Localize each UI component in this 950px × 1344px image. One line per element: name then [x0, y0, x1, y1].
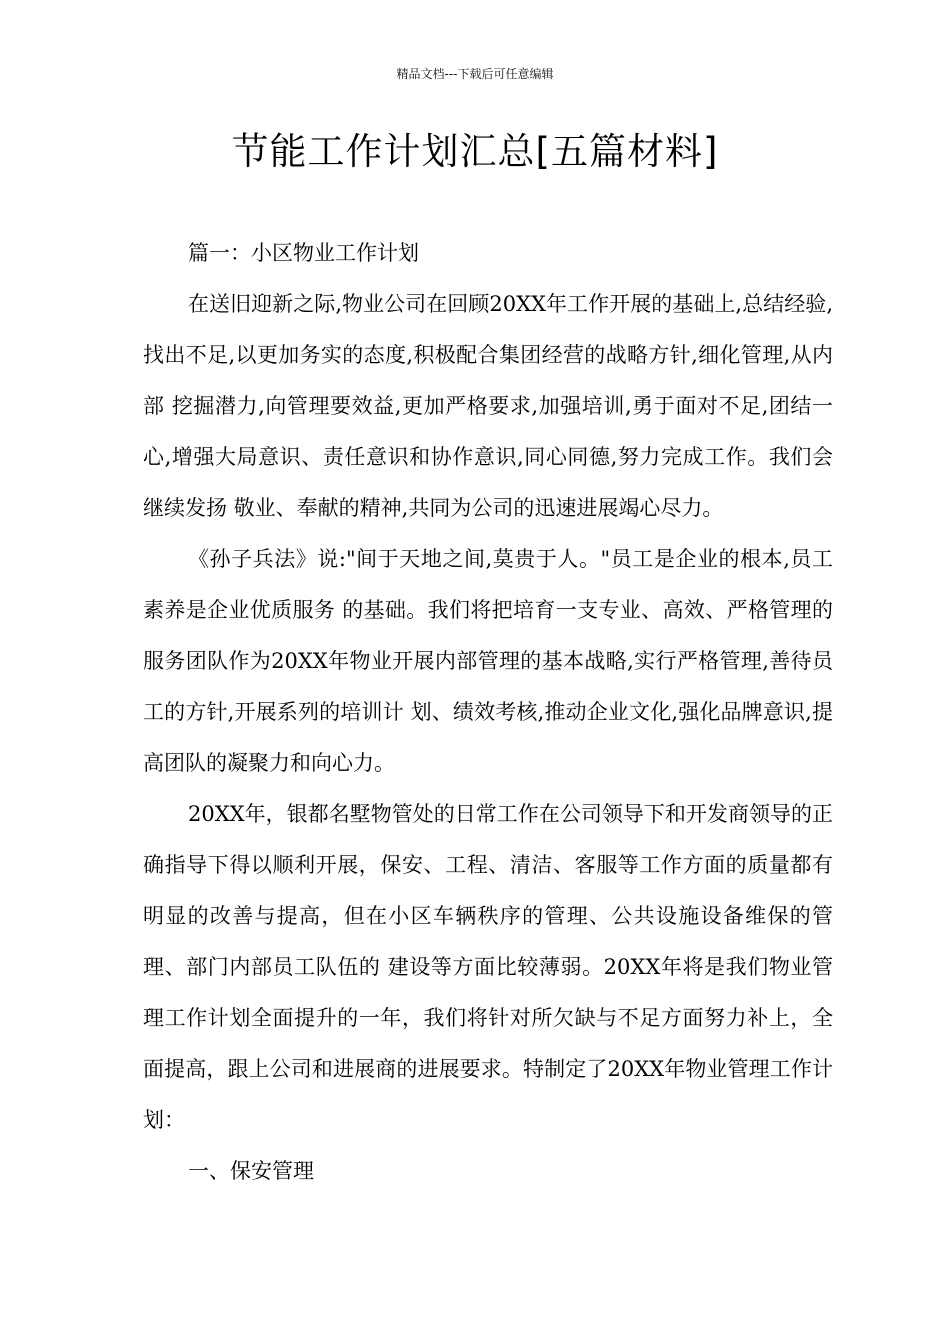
section-heading: 篇一：小区物业工作计划: [188, 241, 419, 265]
page-header: 精品文档---下载后可任意编辑: [396, 67, 554, 81]
paragraph-3: 20XX年，银都名墅物管处的日常工作在公司领导下和开发商领导的正确指导下得以顺利开展，保安、工程、清洁、客服等工作方面的质量都有明显的改善与提高，但在小区车辆秩序的管理、公共设施设备维保的管理、部门内部员工队伍的 建设等方面比较薄弱。20XX年将是我们物业管理工作计划全面提升的一年，我们将针对所欠缺与不足方面努力补上，全面提高，跟上公司和进展商的进展要求。特制定了20XX年物业管理工作计划：: [143, 802, 833, 1132]
subheading: 一、保安管理: [188, 1159, 314, 1183]
document-title: 节能工作计划汇总[五篇材料]: [231, 130, 719, 173]
paragraph-1: 在送旧迎新之际,物业公司在回顾20XX年工作开展的基础上,总结经验,找出不足,以更加务实的态度,积极配合集团经营的战略方针,细化管理,从内部 挖掘潜力,向管理要效益,更加严格要求,加强培训,勇于面对不足,团结一心,增强大局意识、责任意识和协作意识,同心同德,努力完成工作。我们会继续发扬 敬业、奉献的精神,共同为公司的迅速进展竭心尽力。: [143, 292, 833, 520]
paragraph-2: 《孙子兵法》说:"间于天地之间,莫贵于人。"员工是企业的根本,员工素养是企业优质服务 的基础。我们将把培育一支专业、高效、严格管理的服务团队作为20XX年物业开展内部管理的基本战略,实行严格管理,善待员工的方针,开展系列的培训计 划、绩效考核,推动企业文化,强化品牌意识,提高团队的凝聚力和向心力。: [143, 547, 833, 775]
document-body: [143, 228, 833, 1197]
